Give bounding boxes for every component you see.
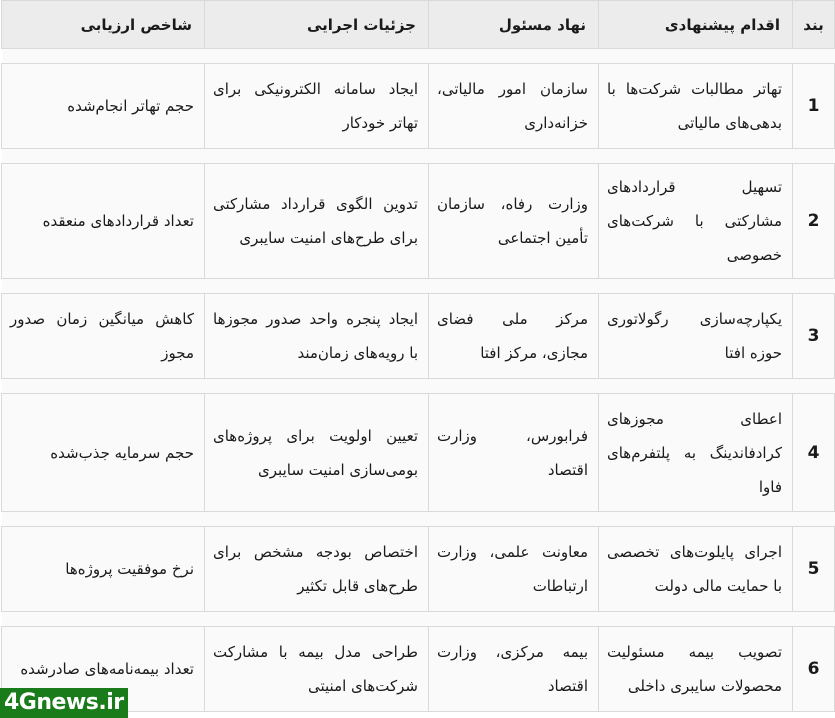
table-row bbox=[2, 164, 835, 279]
row-org: مرکز ملی فضای مجازی، مرکز افتا bbox=[429, 294, 599, 379]
row-metric: حجم سرمایه جذب‌شده bbox=[2, 394, 205, 512]
row-org: وزارت رفاه، سازمان تأمین اجتماعی bbox=[429, 164, 599, 279]
row-action: تسهیل قراردادهای مشارکتی با شرکت‌های خصوصی bbox=[599, 164, 793, 279]
action-plan-table bbox=[1, 0, 835, 712]
row-metric: کاهش میانگین زمان صدور مجوز bbox=[2, 294, 205, 379]
header-num: بند bbox=[793, 1, 835, 49]
table-header-row bbox=[2, 1, 835, 49]
row-num: 6 bbox=[793, 627, 835, 712]
row-detail: تعیین اولویت برای پروژه‌های بومی‌سازی امنیت سایبری bbox=[205, 394, 429, 512]
row-detail: اختصاص بودجه مشخص برای طرح‌های قابل تکثیر bbox=[205, 527, 429, 612]
header-action: اقدام پیشنهادی bbox=[599, 1, 793, 49]
row-metric: تعداد بیمه‌نامه‌های صادرشده bbox=[2, 627, 205, 712]
row-num: 4 bbox=[793, 394, 835, 512]
row-metric: تعداد قراردادهای منعقده bbox=[2, 164, 205, 279]
row-num: 1 bbox=[793, 64, 835, 149]
row-action: اعطای مجوزهای کرادفاندینگ به پلتفرم‌های فاوا bbox=[599, 394, 793, 512]
table-row bbox=[2, 394, 835, 512]
row-action: اجرای پایلوت‌های تخصصی با حمایت مالی دولت bbox=[599, 527, 793, 612]
row-num: 3 bbox=[793, 294, 835, 379]
row-org: فرابورس، وزارت اقتصاد bbox=[429, 394, 599, 512]
row-metric: نرخ موفقیت پروژه‌ها bbox=[2, 527, 205, 612]
header-detail: جزئیات اجرایی bbox=[205, 1, 429, 49]
header-org: نهاد مسئول bbox=[429, 1, 599, 49]
row-org: معاونت علمی، وزارت ارتباطات bbox=[429, 527, 599, 612]
table-row bbox=[2, 527, 835, 612]
row-metric: حجم تهاتر انجام‌شده bbox=[2, 64, 205, 149]
row-action: تهاتر مطالبات شرکت‌ها با بدهی‌های مالیاتی bbox=[599, 64, 793, 149]
row-detail: ایجاد سامانه الکترونیکی برای تهاتر خودکار bbox=[205, 64, 429, 149]
row-action: یکپارچه‌سازی رگولاتوری حوزه افتا bbox=[599, 294, 793, 379]
site-watermark: 4Gnews.ir bbox=[0, 688, 128, 718]
row-num: 2 bbox=[793, 164, 835, 279]
row-detail: تدوین الگوی قرارداد مشارکتی برای طرح‌های امنیت سایبری bbox=[205, 164, 429, 279]
row-org: بیمه مرکزی، وزارت اقتصاد bbox=[429, 627, 599, 712]
table-row bbox=[2, 294, 835, 379]
row-detail: طراحی مدل بیمه با مشارکت شرکت‌های امنیتی bbox=[205, 627, 429, 712]
row-num: 5 bbox=[793, 527, 835, 612]
row-org: سازمان امور مالیاتی، خزانه‌داری bbox=[429, 64, 599, 149]
row-action: تصویب بیمه مسئولیت محصولات سایبری داخلی bbox=[599, 627, 793, 712]
header-metric: شاخص ارزیابی bbox=[2, 1, 205, 49]
row-detail: ایجاد پنجره واحد صدور مجوزها با رویه‌های زمان‌مند bbox=[205, 294, 429, 379]
table-row bbox=[2, 64, 835, 149]
